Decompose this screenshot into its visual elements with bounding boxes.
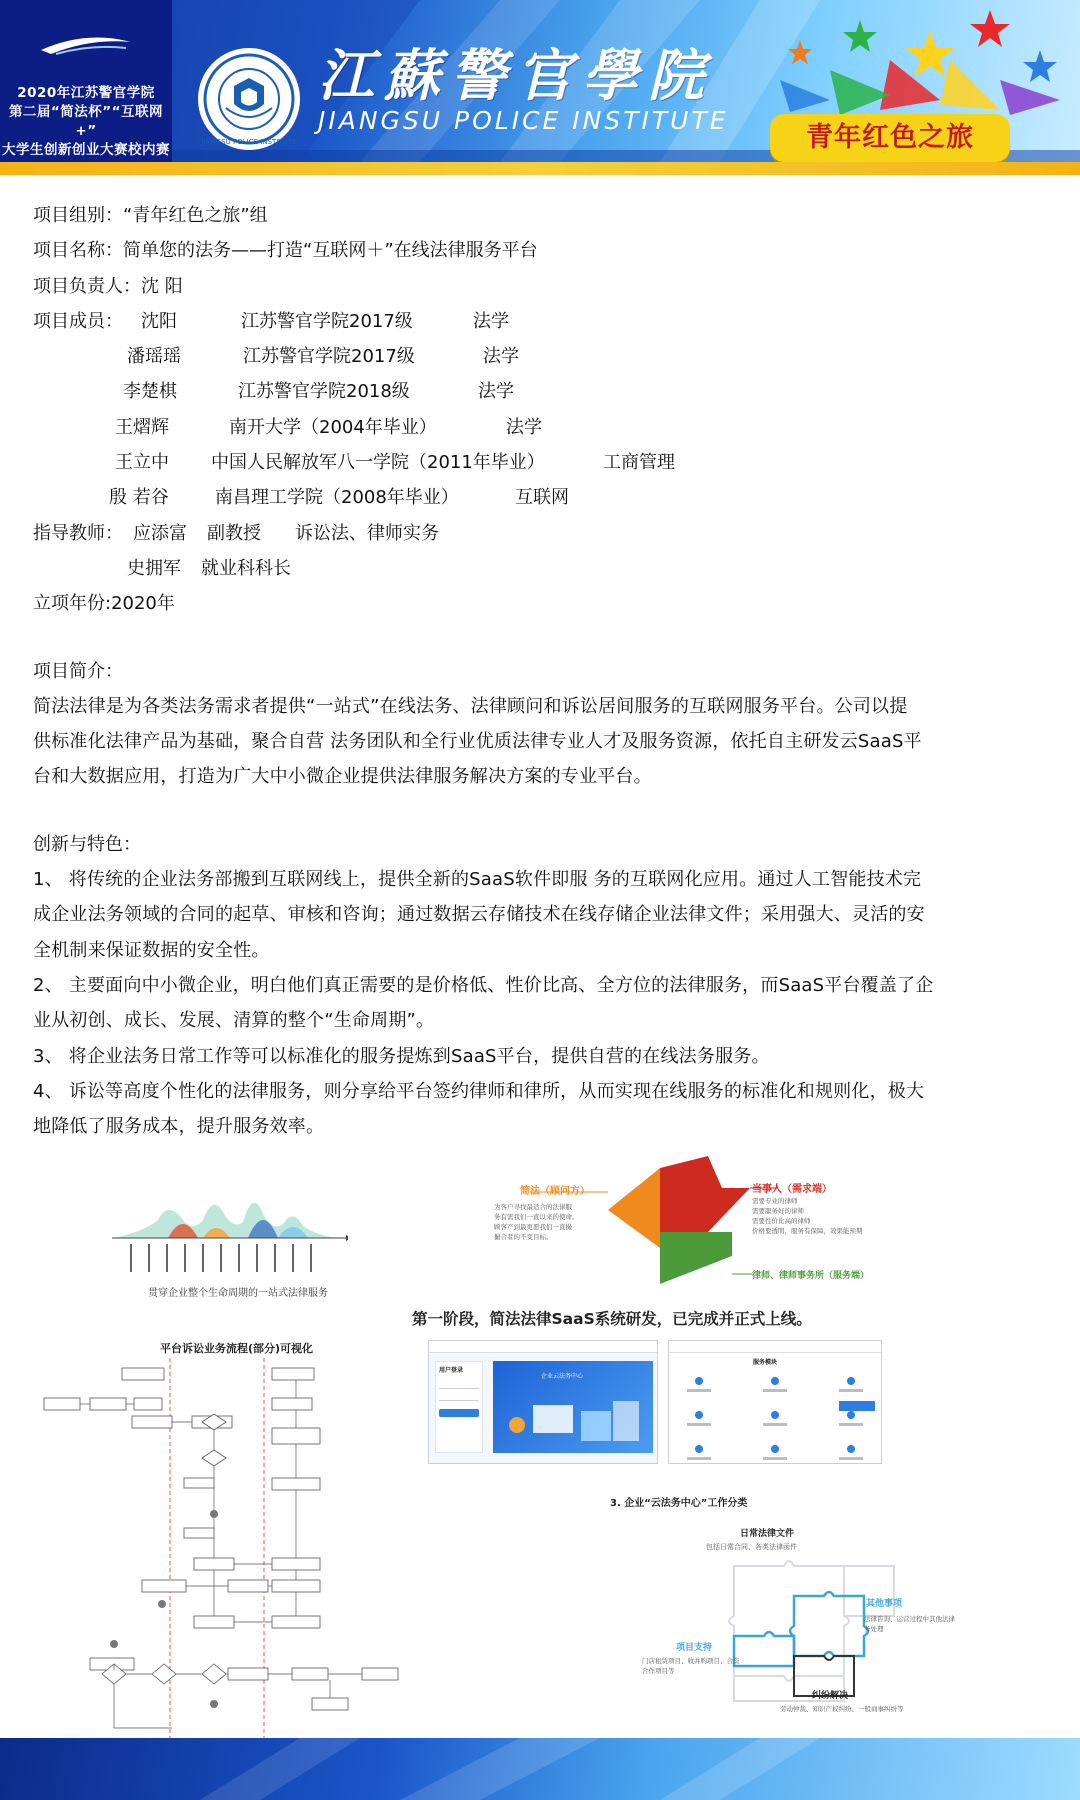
saas-service-screenshot (668, 1340, 882, 1464)
member-name: 沈阳 (141, 310, 177, 332)
desc-line: 撮合者的不变目标。 (494, 1233, 553, 1241)
puzzle-title: 3. 企业“云法务中心”工作分类 (610, 1498, 748, 1509)
triangle-right-label: 当事人（需求端） (752, 1184, 832, 1195)
contest-line-2: 第二届“简法杯”“互联网+” (8, 104, 164, 139)
member-major: 法学 (473, 310, 509, 332)
school-name-en: JIANGSU POLICE INSTITUTE (318, 106, 729, 135)
intro-line: 供标准化法律产品为基础，聚合自营 法务团队和全行业优质法律专业人才及服务资源，依托自主研发云SaaS平 (33, 731, 922, 753)
login-hero (493, 1361, 653, 1453)
project-group-row (33, 198, 1048, 233)
puzzle-left-desc (642, 1656, 742, 1676)
login-panel (435, 1361, 483, 1453)
project-name-label: 项目名称： (33, 240, 123, 262)
innovation-line: 4、 诉讼等高度个性化的法律服务，则分享给平台签约律师和律所，从而实现在线服务的标准化和规则化，极大 (33, 1080, 925, 1102)
desc-line: 需要专业的律师 (752, 1197, 798, 1205)
member-name: 潘瑶瑶 (127, 346, 181, 368)
member-major: 法学 (506, 416, 542, 438)
school-name-cn: 江蘇警官學院 (318, 43, 714, 109)
login-button (439, 1409, 479, 1417)
member-major: 工商管理 (603, 452, 675, 474)
desc-line: 为客户寻找最适合的法律服 (494, 1203, 572, 1211)
flowchart-diagram (42, 1358, 452, 1738)
puzzle-left-label: 项目支持 (676, 1643, 713, 1653)
innovation-line: 1、 将传统的企业法务部搬到互联网线上，提供全新的SaaS软件即服 务的互联网化应用。通过人工智能技术完 (33, 869, 922, 891)
service-title: 服务模块 (753, 1359, 778, 1366)
service-grid (669, 1365, 881, 1465)
advisor-field: 诉讼法、律师实务 (295, 522, 439, 544)
member-name: 殷 若谷 (109, 487, 169, 509)
advisor-row (33, 551, 1048, 586)
desc-line: 务有需我们一直以来的使命。 (494, 1213, 579, 1221)
innovation-line: 业从初创、成长、发展、清算的整个“生命周期”。 (33, 1010, 435, 1032)
desc-line: 法律咨询、运营过程中其他法律 (864, 1615, 955, 1623)
triangle-right-desc (752, 1196, 890, 1236)
advisor-label: 指导教师： (33, 522, 123, 544)
banner-stripe (0, 162, 1080, 175)
intro-heading: 项目简介： (33, 660, 123, 682)
triangle-left-label: 简法（顾问方） (520, 1186, 590, 1197)
project-info (33, 198, 1048, 1144)
member-major: 法学 (478, 381, 514, 403)
member-row (33, 304, 1048, 339)
project-year-value: 2020年 (111, 593, 175, 615)
project-leader-row (33, 269, 1048, 304)
innovation-line: 3、 将企业法务日常工作等可以标准化的服务提炼到SaaS平台，提供自营的在线法务服务。 (33, 1045, 770, 1067)
members-label: 项目成员： (33, 310, 123, 332)
project-name-value: 简单您的法务——打造“互联网＋”在线法律服务平台 (123, 240, 538, 262)
advisor-title: 就业科科长 (201, 557, 291, 579)
member-row (33, 445, 1048, 480)
flowchart-title: 平台诉讼业务流程(部分)可视化 (160, 1342, 314, 1355)
member-major: 法学 (483, 346, 519, 368)
login-title: 用户登录 (439, 1367, 464, 1374)
desc-line: 需要服务好的律师 (752, 1207, 804, 1215)
screenshot-topbar (429, 1341, 657, 1353)
project-year-row (33, 586, 1048, 621)
project-name-row (33, 233, 1048, 268)
advisor-title: 副教授 (207, 522, 261, 544)
puzzle-bottom-desc: 劳动仲裁、知识产权纠纷、一般商事纠纷等 (780, 1705, 904, 1713)
footer-rays (0, 1738, 1080, 1800)
advisor-name: 应添富 (133, 522, 187, 544)
flowchart-figure (42, 1336, 452, 1736)
member-org: 中国人民解放军八一学院（2011年毕业） (211, 452, 545, 474)
member-major: 互联网 (515, 487, 569, 509)
logo-ring-text: JIANGSU POLICE INSTITUTE (201, 138, 297, 146)
member-name: 王立中 (115, 452, 169, 474)
innovation-line: 地降低了服务成本，提升服务效率。 (33, 1116, 325, 1138)
stakeholder-figure (490, 1148, 890, 1288)
project-group-value: “青年红色之旅”组 (123, 205, 268, 226)
contest-block (0, 0, 172, 162)
desc-line: 价格要透明，服务有保障，效果能预期 (752, 1227, 863, 1235)
contest-line-3: 大学生创新创业大赛校内赛 (2, 142, 170, 158)
project-leader-value: 沈 阳 (141, 275, 183, 297)
member-org: 江苏警官学院2018级 (238, 381, 410, 403)
member-row (33, 410, 1048, 445)
theme-badge: 青年红色之旅 (770, 114, 1010, 162)
lifecycle-caption: 贯穿企业整个生命周期的一站式法律服务 (148, 1288, 328, 1299)
innovation-paragraph (33, 862, 1048, 1144)
contest-line-1: 2020年江苏警官学院 (17, 85, 155, 101)
triangle-left-desc (494, 1202, 604, 1242)
desc-line: 需要性价比高的律师 (752, 1217, 811, 1225)
innovation-line: 成企业法务领域的合同的起草、审核和咨询；通过数据云存储技术在线存储企业法律文件；采用强大、灵活的安 (33, 904, 925, 926)
saas-login-screenshot (428, 1340, 658, 1464)
member-org: 南开大学（2004年毕业） (229, 416, 437, 438)
intro-paragraph (33, 689, 1048, 795)
intro-line: 简法法律是为各类法务需求者提供“一站式”在线法务、法律顾问和诉讼居间服务的互联网服务平台。公司以提 (33, 695, 908, 717)
project-leader-label: 项目负责人： (33, 275, 141, 297)
header-banner (0, 0, 1080, 175)
member-org: 江苏警官学院2017级 (241, 310, 413, 332)
member-row (33, 374, 1048, 409)
puzzle-figure (640, 1522, 980, 1736)
member-name: 王熠辉 (115, 416, 169, 438)
project-year-label: 立项年份: (33, 593, 112, 615)
stage-text: 第一阶段，简法法律SaaS系统研发，已完成并正式上线。 (412, 1310, 812, 1328)
member-org: 江苏警官学院2017级 (243, 346, 415, 368)
innovation-line: 2、 主要面向中小微企业，明白他们真正需要的是价格低、性价比高、全方位的法律服务，而SaaS平台覆盖了企 (33, 974, 934, 996)
desc-line: 顾客产到最更愿我们一直撮 (494, 1223, 572, 1231)
innovation-line: 全机制来保证数据的安全性。 (33, 939, 270, 961)
screenshot-topbar (669, 1341, 881, 1353)
lifecycle-wave (108, 1180, 348, 1300)
desc-line: 务处理 (864, 1625, 884, 1633)
puzzle-top-label: 日常法律文件 (740, 1529, 795, 1539)
desc-line: 合作项目等 (642, 1667, 675, 1675)
footer-band (0, 1738, 1080, 1800)
puzzle-top-desc: 包括日常合同、各类法律函件 (706, 1543, 797, 1551)
member-row (33, 339, 1048, 374)
member-row (33, 480, 1048, 515)
member-org: 南昌理工学院（2008年毕业） (215, 487, 459, 509)
puzzle-bottom-label: 纠纷解决 (812, 1691, 849, 1701)
contest-swoosh-logo (36, 28, 136, 58)
desc-line: 门店租赁项目、收并购项目、合资 (642, 1657, 740, 1665)
school-logo (196, 46, 302, 152)
puzzle-right-label: 其他事项 (866, 1599, 903, 1609)
intro-line: 台和大数据应用，打造为广大中小微企业提供法律服务解决方案的专业平台。 (33, 766, 652, 788)
lifecycle-figure (108, 1180, 348, 1300)
innovation-heading: 创新与特色： (33, 833, 141, 855)
triangle-bottom-label: 律师、律师事务所（服务端） (752, 1271, 870, 1281)
advisor-name: 史拥军 (127, 557, 181, 579)
advisor-row (33, 516, 1048, 551)
hero-text: 企业云法务中心 (541, 1373, 584, 1380)
member-name: 李楚棋 (123, 381, 177, 403)
project-group-label: 项目组别： (33, 205, 123, 226)
puzzle-right-desc (864, 1614, 976, 1634)
